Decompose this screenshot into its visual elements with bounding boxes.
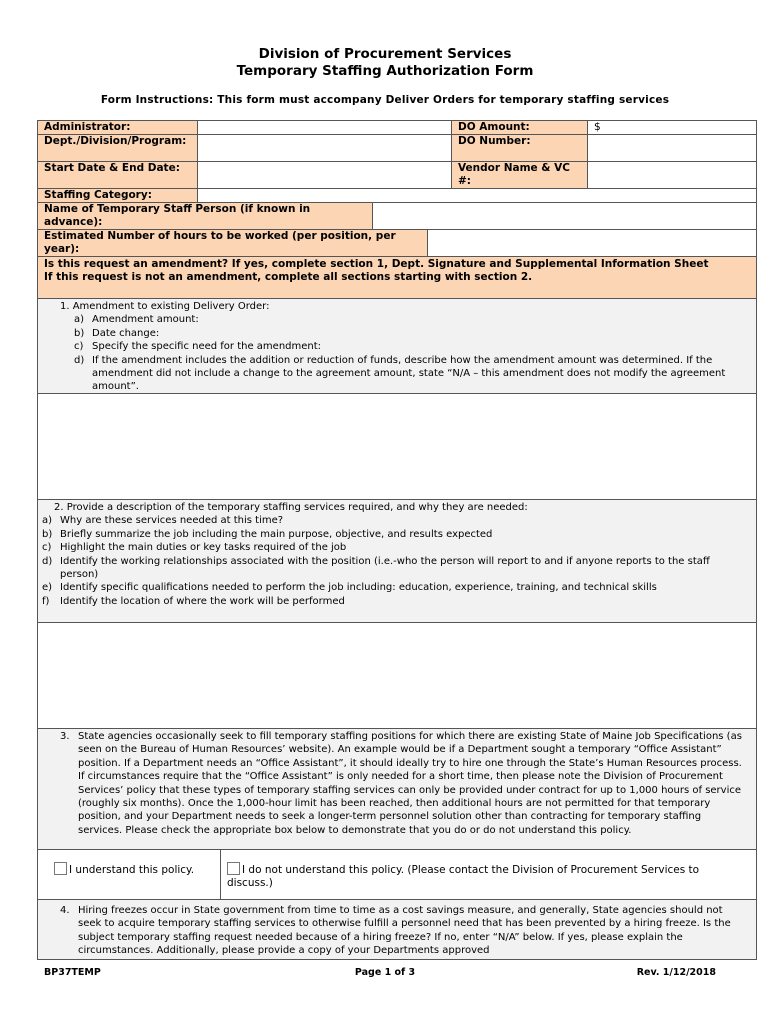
row-dept: [38, 135, 756, 162]
row-administrator: [38, 121, 756, 135]
form-instructions: Form Instructions: This form must accompany Deliver Orders for temporary staffing services: [100, 94, 670, 106]
do-amount-field[interactable]: $: [588, 121, 756, 134]
option-understand-label: I understand this policy.: [69, 864, 195, 876]
hours-label: Estimated Number of hours to be worked (per position, per year):: [38, 230, 428, 256]
option-not-understand-label: I do not understand this policy. (Please contact the Division of Procurement Services to discuss.): [227, 864, 700, 889]
amendment-notice-line2: If this request is not an amendment, complete all sections starting with section 2.: [44, 271, 533, 283]
dept-label: Dept./Division/Program:: [38, 135, 198, 161]
footer-revision: Rev. 1/12/2018: [636, 967, 716, 978]
section-2-item: d) Identify the working relationships associated with the position (i.e.-who the person will report to and if anyone reports to the staff person): [42, 555, 710, 581]
not-understand-checkbox[interactable]: [227, 862, 240, 875]
start-end-date-field[interactable]: [198, 162, 452, 188]
section-1-item: c) Specify the specific need for the amendment:: [74, 341, 322, 353]
section-2-item: c) Highlight the main duties or key tasks required of the job: [42, 542, 347, 554]
dept-field[interactable]: [198, 135, 452, 161]
authorization-form: [37, 120, 757, 960]
section-3-number: 3.: [60, 731, 70, 742]
section-3: [38, 729, 756, 850]
do-number-label: DO Number:: [452, 135, 588, 161]
staffing-category-field[interactable]: [198, 189, 756, 202]
temp-staff-field[interactable]: [373, 203, 756, 229]
section-1-heading: 1. Amendment to existing Delivery Order:: [60, 301, 270, 312]
staffing-category-label: Staffing Category:: [38, 189, 198, 202]
vendor-field[interactable]: [588, 162, 756, 188]
understand-checkbox[interactable]: [54, 862, 67, 875]
section-2-item: e) Identify specific qualifications needed to perform the job including: education, experience, training, and technical skills: [42, 582, 657, 594]
section-2-item: b) Briefly summarize the job including the main purpose, objective, and results expected: [42, 528, 493, 540]
footer-form-id: BP37TEMP: [44, 967, 101, 978]
section-1: [38, 299, 756, 394]
section-4-number: 4.: [60, 905, 70, 916]
section-3-options: [38, 850, 756, 900]
administrator-label: Administrator:: [38, 121, 198, 134]
amendment-notice-line1: Is this request an amendment? If yes, complete section 1, Dept. Signature and Supplemental Information Sheet: [44, 258, 709, 270]
section-2: [38, 500, 756, 623]
section-2-response[interactable]: [38, 623, 756, 729]
row-hours: [38, 230, 756, 257]
section-2-item: a) Why are these services needed at this time?: [42, 515, 284, 527]
row-temp-staff: [38, 203, 756, 230]
footer-page-number: Page 1 of 3: [354, 967, 416, 978]
section-4-text: Hiring freezes occur in State government from time to time as a cost savings measure, and generally, State agencies should not seek to acquire temporary staffing services to otherwise fulfill a personnel need that has been prevented by a hiring freeze. Is the subject temporary staffing request needed because of a hiring freeze? If no, enter “N/A” below. If yes, please explain the circumstances. Additionally, please provide a copy of your Departments approved: [78, 905, 731, 957]
section-2-item: f) Identify the location of where the work will be performed: [42, 595, 345, 607]
row-staffing-category: [38, 189, 756, 203]
form-subtitle: Temporary Staffing Authorization Form: [236, 63, 534, 79]
administrator-field[interactable]: [198, 121, 452, 134]
vendor-label: Vendor Name & VC #:: [452, 162, 588, 188]
section-2-heading: 2. Provide a description of the temporary staffing services required, and why they are needed:: [54, 502, 528, 513]
temp-staff-label: Name of Temporary Staff Person (if known in advance):: [38, 203, 373, 229]
do-number-field[interactable]: [588, 135, 756, 161]
form-title: Division of Procurement Services: [258, 46, 512, 62]
option-understand[interactable]: [38, 850, 221, 899]
section-3-text: State agencies occasionally seek to fill temporary staffing positions for which there are existing State of Maine Job Specifications (as seen on the Bureau of Human Resources’ website). An example would be if a Department sought a temporary “Office Assistant” position. If a Department needs an “Office Assistant”, it should ideally try to hire one through the State’s Human Resources process. If circumstances require that the “Office Assistant” is only needed for a short time, then please note the Division of Procurement Services’ policy that these types of temporary staffing services can only be provided under contract for up to 1,000 hours of service (roughly six months). Once the 1,000-hour limit has been reached, then additional hours are not permitted for that temporary position, and your Department needs to seek a longer-term personnel solution other than contracting for temporary staffing services. Please check the appropriate box below to demonstrate that you do or do not understand this policy.: [78, 731, 742, 836]
amendment-notice: [38, 257, 756, 299]
option-not-understand[interactable]: [221, 850, 756, 899]
section-1-item: d) If the amendment includes the addition or reduction of funds, describe how the amendment amount was determined. If the amendment did not include a change to the agreement amount, state “N/A – this amendment does not modify the agreement amount”.: [74, 354, 726, 393]
start-end-date-label: Start Date & End Date:: [38, 162, 198, 188]
section-4: [38, 900, 756, 960]
section-1-item: b) Date change:: [74, 327, 160, 339]
do-amount-label: DO Amount:: [452, 121, 588, 134]
section-1-response[interactable]: [38, 394, 756, 500]
hours-field[interactable]: [428, 230, 756, 256]
section-1-item: a) Amendment amount:: [74, 314, 199, 326]
row-dates: [38, 162, 756, 189]
